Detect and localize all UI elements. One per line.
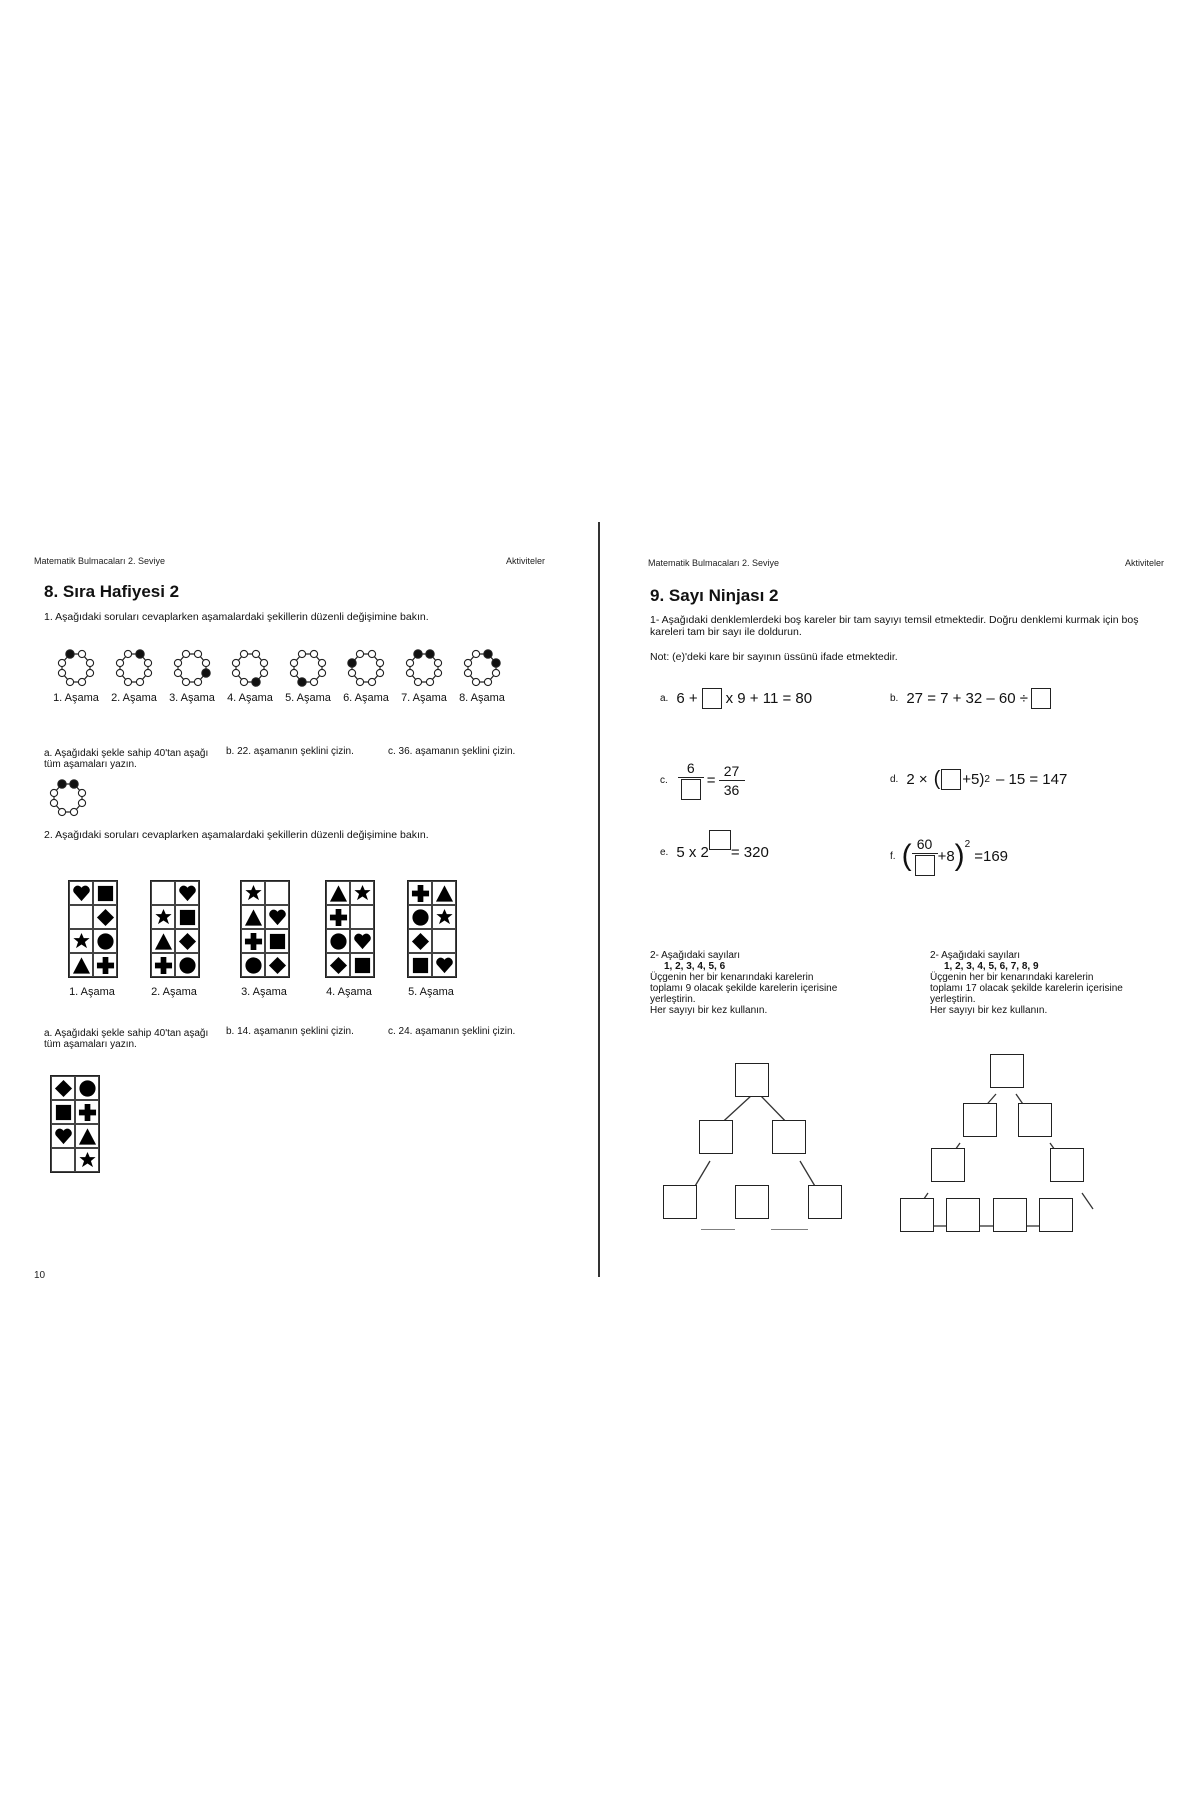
square-icon [268,932,287,951]
empty-dot [58,659,65,666]
grid-cell [151,881,175,905]
triangle-large-box-bottom-4[interactable] [1039,1198,1073,1232]
grid-cell [51,1076,75,1100]
eq-c-numerator: 6 [686,760,695,776]
filled-dot [426,650,434,658]
empty-dot [434,659,441,666]
triangle-small-box-bottom-left[interactable] [663,1185,697,1219]
header-book-title: Matematik Bulmacaları 2. Seviye [34,556,166,566]
q2-right-numbers: 1, 2, 3, 4, 5, 6, 7, 8, 9 [944,961,1039,972]
square-icon [411,956,430,975]
moon-icon [268,884,287,903]
empty-dot [260,659,267,666]
grid-cell [93,953,117,977]
triangle-large-box-left-upper[interactable] [963,1103,997,1137]
triangle-icon [244,908,263,927]
equation-f [890,836,1008,876]
grid-cell [75,1076,99,1100]
grid-cell [75,1148,99,1172]
q2-right-instructions [930,950,1160,1016]
filled-dot [348,659,356,667]
eq-d-label: d. [890,774,899,785]
empty-dot [78,650,85,657]
empty-dot [144,659,151,666]
q2-right-line2: Üçgenin her bir kenarındaki karelerin [930,972,1094,983]
grid-cell [350,881,374,905]
empty-dot [406,669,413,676]
empty-dot [376,659,383,666]
eq-e-exponent-blank[interactable] [709,830,731,850]
empty-dot [124,678,131,685]
eq-d-post: – 15 = 147 [995,771,1068,788]
q2-stage-label: 4. Aşama [326,986,372,998]
diamond-icon [178,932,197,951]
eq-c-right-fraction [719,763,745,798]
heart-icon [353,932,372,951]
empty-dot [318,659,325,666]
cross-icon [154,956,173,975]
triangle-icon [72,956,91,975]
empty-dot [348,669,355,676]
empty-dot [290,659,297,666]
eq-c-blank[interactable] [681,779,701,800]
diamond-icon [411,932,430,951]
grid-cell [265,929,289,953]
grid-cell [69,953,93,977]
eq-d-mid: +5) [962,771,985,788]
grid-cell [350,905,374,929]
grid-cell [326,929,350,953]
q1-stage-label: 8. Aşama [459,692,505,704]
grid-cell [350,929,374,953]
grid-cell [241,905,265,929]
circle-icon [78,1079,97,1098]
q1-stage-label: 5. Aşama [285,692,331,704]
moon-icon [435,932,454,951]
eq-a-label: a. [660,693,669,704]
empty-dot [144,669,151,676]
empty-dot [290,669,297,676]
empty-dot [182,678,189,685]
grid-cell [241,929,265,953]
shape-grid [325,880,375,978]
q2-left-numbers: 1, 2, 3, 4, 5, 6 [664,961,726,972]
empty-dot [298,650,305,657]
empty-dot [472,678,479,685]
diamond-icon [54,1079,73,1098]
empty-dot [194,650,201,657]
triangle-small-box-right-mid[interactable] [772,1120,806,1154]
grid-cell [175,953,199,977]
grid-cell [75,1100,99,1124]
empty-dot [78,678,85,685]
empty-dot [356,650,363,657]
grid-cell [69,905,93,929]
triangle-small-box-bottom-mid[interactable] [735,1185,769,1219]
empty-dot [406,659,413,666]
filled-dot [252,678,260,686]
star-icon [435,908,454,927]
grid-cell [408,905,432,929]
equation-d [890,768,1067,791]
triangle-large-box-left-lower[interactable] [931,1148,965,1182]
empty-dot [194,678,201,685]
grid-cell [265,905,289,929]
empty-dot [202,659,209,666]
q2-left-line3: toplamı 9 olacak şekilde karelerin içerisine [650,983,838,994]
triangle-icon [329,884,348,903]
eq-f-mid: +8 [937,847,955,865]
grid-cell [265,953,289,977]
eq-f-fraction [912,836,938,876]
triangle-icon [435,884,454,903]
q2-stage-label: 5. Aşama [408,986,454,998]
heart-icon [268,908,287,927]
grid-cell [350,953,374,977]
square-icon [353,956,372,975]
filled-dot [414,650,422,658]
q1-stage-label: 1. Aşama [53,692,99,704]
grid-cell [326,905,350,929]
q2-part-c: c. 24. aşamanın şeklini çizin. [388,1026,516,1037]
grid-cell [241,953,265,977]
moon-icon [353,908,372,927]
eq-c-right-denominator: 36 [723,781,740,798]
q2-part-b: b. 14. aşamanın şeklini çizin. [226,1026,354,1037]
grid-cell [432,905,456,929]
empty-dot [240,678,247,685]
empty-dot [484,678,491,685]
grid-cell [93,905,117,929]
empty-dot [464,669,471,676]
star-icon [154,908,173,927]
triangle-small-box-bottom-right[interactable] [808,1185,842,1219]
empty-dot [318,669,325,676]
heart-icon [435,956,454,975]
circle-icon [329,932,348,951]
header-section: Aktiviteler [1125,558,1165,568]
empty-dot [356,678,363,685]
q2-right-line5: Her sayıyı bir kez kullanın. [930,1005,1048,1016]
empty-dot [86,669,93,676]
eq-c-right-numerator: 27 [723,762,740,779]
grid-cell [408,929,432,953]
q1-part-b: b. 22. aşamanın şeklini çizin. [226,746,354,757]
cross-icon [96,956,115,975]
q2-stage-label: 1. Aşama [69,986,115,998]
eq-d-blank[interactable] [941,769,961,790]
grid-cell [241,881,265,905]
eq-c-equals: = [706,771,716,789]
empty-dot [472,650,479,657]
grid-cell [151,905,175,929]
grid-cell [69,881,93,905]
grid-cell [175,881,199,905]
grid-cell [265,881,289,905]
grid-cell [408,953,432,977]
grid-cell [151,929,175,953]
equation-e [660,842,769,862]
empty-dot [78,799,85,806]
eq-f-close-paren: ) [954,839,965,872]
diamond-icon [329,956,348,975]
q1-note: Not: (e)'deki kare bir sayının üssünü ifade etmektedir. [650,651,898,663]
filled-dot [136,650,144,658]
triangle-large-box-bottom-3[interactable] [993,1198,1027,1232]
empty-dot [116,659,123,666]
circle-icon [244,956,263,975]
q2-stage-label: 2. Aşama [151,986,197,998]
grid-cell [51,1124,75,1148]
filled-dot [70,780,78,788]
q1-stages [52,640,532,720]
page-number: 10 [34,1270,46,1281]
q1-stage-label: 4. Aşama [227,692,273,704]
filled-dot [66,650,74,658]
eq-e-post: = 320 [730,843,769,861]
q2-left-instructions [650,950,880,1016]
header-book-title: Matematik Bulmacaları 2. Seviye [648,558,780,568]
empty-dot [464,659,471,666]
eq-c-label: c. [660,774,668,786]
empty-dot [252,650,259,657]
equation-b [890,688,1051,709]
eq-f-numerator: 60 [916,836,933,852]
page-divider [598,522,600,1277]
star-icon [78,1151,97,1170]
cross-icon [78,1103,97,1122]
empty-dot [50,789,57,796]
page-title: 9. Sayı Ninjası 2 [650,586,779,605]
q1-instruction: 1. Aşağıdaki soruları cevaplarken aşamalardaki şekillerin düzenli değişimine bakın. [44,611,429,623]
q1-stage-label: 2. Aşama [111,692,157,704]
q1-part-a: a. Aşağıdaki şekle sahip 40'tan aşağı tüm aşamaları yazın. [44,748,209,770]
empty-dot [232,659,239,666]
q2-part-a: a. Aşağıdaki şekle sahip 40'tan aşağı tüm aşamaları yazın. [44,1028,209,1050]
empty-dot [58,669,65,676]
equation-c [660,760,745,800]
empty-dot [240,650,247,657]
q2-left-line5: Her sayıyı bir kez kullanın. [650,1005,768,1016]
grid-cell [51,1148,75,1172]
eq-b-pre: 27 = 7 + 32 – 60 ÷ [906,690,1029,707]
eq-d-open-paren: ( [933,768,941,790]
star-icon [244,884,263,903]
grid-cell [432,953,456,977]
empty-dot [136,678,143,685]
empty-dot [414,678,421,685]
triangle-large-box-right-lower[interactable] [1050,1148,1084,1182]
empty-dot [174,669,181,676]
empty-dot [86,659,93,666]
grid-cell [326,881,350,905]
eq-a-pre: 6 + [676,690,698,707]
cross-icon [244,932,263,951]
eq-f-post: =169 [974,847,1009,865]
shape-grid [68,880,118,978]
diamond-icon [268,956,287,975]
empty-dot [376,669,383,676]
eq-c-left-fraction [678,760,704,800]
q1-part-c: c. 36. aşamanın şeklini çizin. [388,746,516,757]
q1-ring-diagrams [52,640,532,700]
moon-icon [72,908,91,927]
empty-dot [368,650,375,657]
triangle-icon [78,1127,97,1146]
q2-left-line4: yerleştirin. [650,994,696,1005]
empty-dot [58,808,65,815]
square-icon [178,908,197,927]
triangle-large-box-right-upper[interactable] [1018,1103,1052,1137]
grid-cell [93,929,117,953]
eq-e-label: e. [660,846,669,858]
q2-left-line2: Üçgenin her bir kenarındaki karelerin [650,972,814,983]
q2-stage-label: 3. Aşama [241,986,287,998]
grid-cell [175,929,199,953]
q1-stage-label: 7. Aşama [401,692,447,704]
empty-dot [182,650,189,657]
eq-e-pre: 5 x 2 [676,843,709,861]
empty-dot [174,659,181,666]
triangle-large-box-bottom-1[interactable] [900,1198,934,1232]
heart-icon [72,884,91,903]
heart-icon [178,884,197,903]
empty-dot [50,799,57,806]
eq-a-post: x 9 + 11 = 80 [725,690,813,707]
filled-dot [202,669,210,677]
filled-dot [298,678,306,686]
page-title: 8. Sıra Hafiyesi 2 [44,582,180,601]
triangle-large-box-bottom-2[interactable] [946,1198,980,1232]
grid-cell [75,1124,99,1148]
q2-instruction: 2. Aşağıdaki soruları cevaplarken aşamalardaki şekillerin düzenli değişimine bakın. [44,829,429,841]
eq-f-label: f. [890,850,896,862]
header-section: Aktiviteler [506,556,546,566]
q2-left-line1: 2- Aşağıdaki sayıları [650,950,741,961]
eq-f-exponent: 2 [964,838,971,850]
empty-dot [124,650,131,657]
cross-icon [329,908,348,927]
moon-icon [154,884,173,903]
empty-dot [310,678,317,685]
filled-dot [484,650,492,658]
empty-dot [368,678,375,685]
triangle-icon [154,932,173,951]
triangle-small-box-top[interactable] [735,1063,769,1097]
shape-grid [407,880,457,978]
empty-dot [66,678,73,685]
grid-cell [93,881,117,905]
eq-d-pre: 2 × [906,771,928,788]
eq-d-exponent: 2 [984,774,990,785]
grid-cell [432,881,456,905]
grid-cell [408,881,432,905]
eq-b-label: b. [890,693,899,704]
q2-right-line3: toplamı 17 olacak şekilde karelerin içerisine [930,983,1123,994]
cross-icon [411,884,430,903]
moon-icon [54,1151,73,1170]
filled-dot [58,780,66,788]
filled-dot [492,659,500,667]
grid-cell [432,929,456,953]
square-icon [54,1103,73,1122]
triangle-large-box-top[interactable] [990,1054,1024,1088]
equation-a [660,688,812,709]
circle-icon [411,908,430,927]
star-icon [72,932,91,951]
grid-cell [151,953,175,977]
grid-cell [326,953,350,977]
grid-cell [51,1100,75,1124]
q2-right-line4: yerleştirin. [930,994,976,1005]
empty-dot [116,669,123,676]
grid-cell [175,905,199,929]
empty-dot [492,669,499,676]
empty-dot [310,650,317,657]
shape-grid [150,880,200,978]
empty-dot [260,669,267,676]
square-icon [96,884,115,903]
diamond-icon [96,908,115,927]
eq-b-blank[interactable] [1031,688,1051,709]
q1-stage-label: 3. Aşama [169,692,215,704]
empty-dot [70,808,77,815]
grid-cell [69,929,93,953]
star-icon [353,884,372,903]
heart-icon [54,1127,73,1146]
empty-dot [434,669,441,676]
q2-right-line1: 2- Aşağıdaki sayıları [930,950,1021,961]
circle-icon [178,956,197,975]
empty-dot [426,678,433,685]
shape-grid [240,880,290,978]
q1-target-ring [46,778,96,818]
empty-dot [232,669,239,676]
empty-dot [78,789,85,796]
eq-f-open-paren: ( [901,839,912,872]
triangle-small-box-left-mid[interactable] [699,1120,733,1154]
eq-f-blank[interactable] [915,855,935,876]
q1-instruction: 1- Aşağıdaki denklemlerdeki boş kareler bir tam sayıyı temsil etmektedir. Doğru denklemi kurmak için boş kareleri tam bir sayı ile doldurun. [650,614,1139,638]
eq-a-blank[interactable] [702,688,722,709]
q1-stage-label: 6. Aşama [343,692,389,704]
shape-grid [50,1075,100,1173]
circle-icon [96,932,115,951]
